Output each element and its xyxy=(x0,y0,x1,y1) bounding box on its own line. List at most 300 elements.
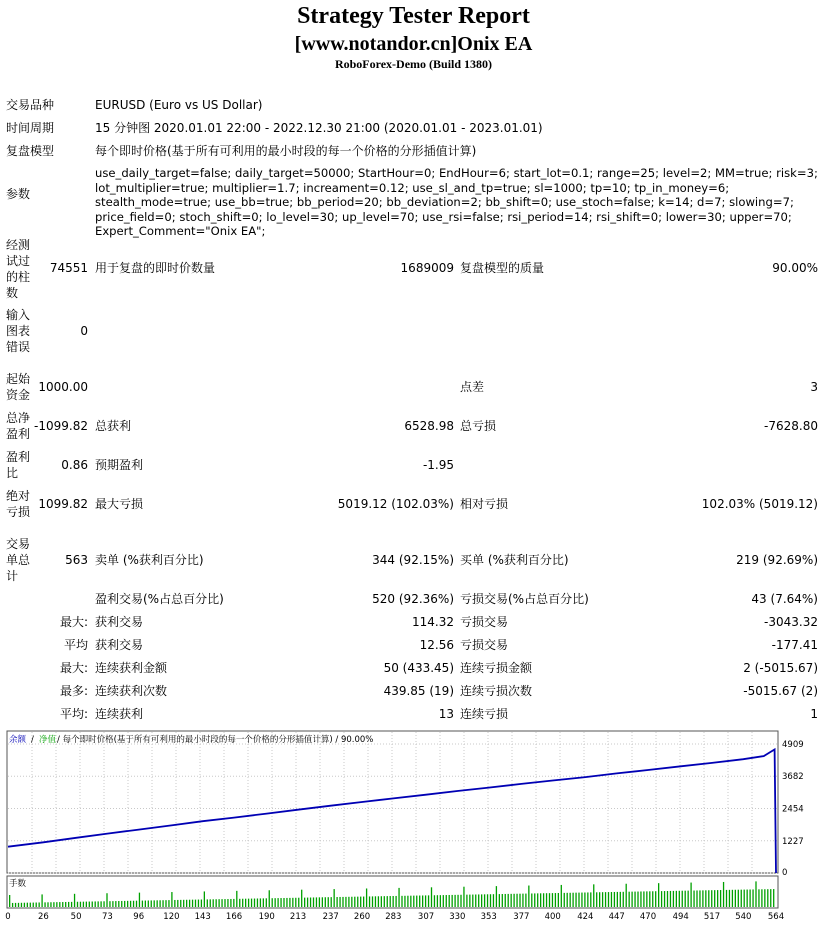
model-label: 复盘模型 xyxy=(6,144,55,158)
lot-bar xyxy=(357,897,358,907)
lot-bar xyxy=(508,894,509,907)
symbol-label: 交易品种 xyxy=(6,98,55,112)
x-tick-label: 73 xyxy=(101,912,113,922)
lot-bar xyxy=(180,900,181,907)
lot-bar xyxy=(165,900,166,907)
max-cons-losses-label: 连续亏损金额 xyxy=(460,661,533,675)
lot-bar xyxy=(767,889,768,907)
period-value: 15 分钟图 2020.01.01 22:00 - 2022.12.30 21:00 (2020.01.01 - 2023.01.01) xyxy=(95,121,543,135)
lot-bar xyxy=(154,900,155,907)
lot-bar xyxy=(363,897,364,907)
x-tick-label: 0 xyxy=(5,912,11,922)
max-cons-wins-label: 连续获利金额 xyxy=(95,661,168,675)
lot-bar xyxy=(717,890,718,907)
largest-label: 最大: xyxy=(59,615,88,629)
lot-bar xyxy=(552,893,553,907)
abs-drawdown-label: 绝对亏损 xyxy=(6,489,31,519)
lot-bar xyxy=(100,901,101,907)
lot-bar xyxy=(699,890,700,907)
long-label: 买单 (%获利百分比) xyxy=(460,553,569,567)
avg-cons-wins-label: 连续获利 xyxy=(95,707,144,721)
lot-bar xyxy=(729,890,730,907)
x-tick-label: 96 xyxy=(133,912,145,922)
lot-bar xyxy=(449,895,450,907)
lot-bar xyxy=(257,898,258,907)
abs-drawdown-value: 1099.82 xyxy=(38,497,88,511)
lot-bar xyxy=(587,892,588,907)
lot-bar xyxy=(112,901,113,907)
lot-bar xyxy=(50,902,51,907)
lot-bar xyxy=(513,894,514,907)
lot-bar xyxy=(44,902,45,907)
lot-bar xyxy=(207,899,208,907)
avg-profit-label: 获利交易 xyxy=(95,638,144,652)
y-tick-label: 0 xyxy=(782,868,788,878)
average-label: 平均 xyxy=(63,638,88,652)
lot-bar xyxy=(224,899,225,907)
ticks-label: 用于复盘的即时价数量 xyxy=(95,261,216,275)
lot-bar xyxy=(558,893,559,907)
lot-bar xyxy=(280,898,281,907)
lot-bar xyxy=(86,902,87,907)
lot-bar xyxy=(27,903,28,907)
symbol-value: EURUSD (Euro vs US Dollar) xyxy=(95,98,263,112)
avg-cons-losses-label: 连续亏损 xyxy=(460,707,509,721)
profit-factor-value: 0.86 xyxy=(61,458,88,472)
lot-bar xyxy=(103,901,104,907)
lot-bar xyxy=(711,890,712,907)
lot-bar xyxy=(124,901,125,907)
lot-bar xyxy=(702,890,703,907)
lot-bar xyxy=(749,889,750,907)
lot-bar xyxy=(404,896,405,907)
gross-profit-label: 总获利 xyxy=(95,419,132,433)
lot-bar xyxy=(342,897,343,907)
lot-bar xyxy=(629,892,630,907)
lot-bar xyxy=(472,895,473,907)
lot-bar xyxy=(564,893,565,907)
lot-bar xyxy=(682,891,683,907)
lot-bar xyxy=(59,902,60,907)
lot-bar xyxy=(649,891,650,907)
lot-bar xyxy=(109,901,110,907)
lot-bar xyxy=(499,894,500,907)
lot-bar xyxy=(676,891,677,907)
lot-bar xyxy=(773,889,774,907)
lot-bar xyxy=(723,882,724,907)
x-tick-label: 50 xyxy=(70,912,82,922)
legend-equity: 净值 xyxy=(39,735,57,745)
lot-bar xyxy=(431,887,432,907)
lot-bar xyxy=(570,893,571,907)
lot-bar xyxy=(537,893,538,907)
lot-bar xyxy=(419,896,420,907)
lot-bar xyxy=(177,900,178,907)
lot-bar xyxy=(316,897,317,907)
y-tick-label: 4909 xyxy=(782,740,804,750)
net-profit-label: 总净盈利 xyxy=(6,411,31,441)
params-label: 参数 xyxy=(6,187,31,201)
lot-bar xyxy=(581,893,582,907)
x-tick-label: 237 xyxy=(322,912,339,922)
lot-bar xyxy=(493,894,494,907)
gross-profit-value: 6528.98 xyxy=(404,419,454,433)
lot-bar xyxy=(171,892,172,907)
lot-bar xyxy=(30,903,31,907)
lot-bar xyxy=(201,900,202,908)
largest-profit-label: 获利交易 xyxy=(95,615,144,629)
lot-bar xyxy=(248,899,249,907)
lot-bar xyxy=(15,903,16,907)
lot-bar xyxy=(283,898,284,907)
balance-chart xyxy=(6,730,821,922)
lot-bar xyxy=(378,896,379,907)
lot-bar xyxy=(210,899,211,907)
short-value: 344 (92.15%) xyxy=(372,553,454,567)
lot-bar xyxy=(761,889,762,907)
lot-bar xyxy=(428,895,429,907)
y-tick-label: 1227 xyxy=(782,836,804,847)
lot-bar xyxy=(446,895,447,907)
lot-bar xyxy=(596,892,597,907)
lot-bar xyxy=(310,898,311,907)
lot-bar xyxy=(245,899,246,907)
lot-bar xyxy=(68,902,69,907)
lot-bar xyxy=(233,899,234,907)
net-profit-value: -1099.82 xyxy=(34,419,88,433)
legend-sep: / xyxy=(31,735,34,745)
lot-bar xyxy=(221,899,222,907)
lot-bar xyxy=(195,900,196,907)
lot-bar xyxy=(434,895,435,907)
lot-bar xyxy=(608,892,609,907)
lot-bar xyxy=(77,902,78,907)
bars-label: 经测试过的柱数 xyxy=(6,238,31,300)
lot-bar xyxy=(115,901,116,907)
lot-bar xyxy=(620,892,621,907)
lot-bar xyxy=(410,896,411,907)
x-tick-label: 260 xyxy=(353,912,371,922)
spread-label: 点差 xyxy=(460,380,485,394)
lot-bar xyxy=(298,898,299,907)
largest-loss-value: -3043.32 xyxy=(764,615,818,629)
lot-bar xyxy=(334,889,335,907)
lot-bar xyxy=(204,891,205,907)
lot-bar xyxy=(752,889,753,907)
lot-bar xyxy=(322,897,323,907)
model-value: 每个即时价格(基于所有可利用的最小时段的每一个价格的分形插值计算) xyxy=(95,144,477,158)
lot-bar xyxy=(345,897,346,907)
lot-bar xyxy=(313,897,314,907)
lot-bar xyxy=(519,894,520,907)
lot-bar xyxy=(640,891,641,907)
max-drawdown-value: 5019.12 (102.03%) xyxy=(337,497,454,511)
lot-bar xyxy=(546,893,547,907)
lot-bar xyxy=(157,900,158,907)
lot-bar xyxy=(390,896,391,907)
lot-bar xyxy=(747,890,748,907)
lot-bar xyxy=(738,890,739,907)
lot-bar xyxy=(47,902,48,907)
max-drawdown-label: 最大亏损 xyxy=(95,497,144,511)
lot-bar xyxy=(407,896,408,907)
lot-bar xyxy=(484,894,485,907)
lot-bar xyxy=(469,895,470,907)
lot-bar xyxy=(505,894,506,907)
lot-bar xyxy=(159,900,160,907)
lot-bar xyxy=(127,901,128,907)
lot-bar xyxy=(770,889,771,907)
lot-bar xyxy=(590,892,591,907)
x-tick-label: 470 xyxy=(639,912,657,922)
lot-bar xyxy=(227,899,228,907)
max-cons-wins-value: 50 (433.45) xyxy=(383,661,454,675)
spread-value: 3 xyxy=(810,380,818,394)
profit-factor-label: 盈利比 xyxy=(6,450,31,480)
lot-bar xyxy=(328,897,329,907)
lot-bar xyxy=(142,901,143,907)
lot-bar xyxy=(80,902,81,907)
lot-bar xyxy=(611,892,612,907)
legend-model: / 每个即时价格(基于所有可利用的最小时段的每一个价格的分形插值计算) / 90.00% xyxy=(57,735,374,745)
lot-bar xyxy=(62,902,63,907)
lot-bar xyxy=(56,902,57,907)
lot-bar xyxy=(272,898,273,907)
max-consecutive-label: 最大: xyxy=(59,661,88,675)
lot-bar xyxy=(216,899,217,907)
lot-bar xyxy=(631,892,632,907)
lot-bar xyxy=(543,893,544,907)
lot-bar xyxy=(522,894,523,907)
lot-bar xyxy=(652,891,653,907)
lot-bar xyxy=(304,898,305,907)
lot-bar xyxy=(348,897,349,907)
lot-bar xyxy=(401,896,402,907)
lot-bar xyxy=(71,902,72,907)
rel-drawdown-value: 102.03% (5019.12) xyxy=(701,497,818,511)
lot-bar xyxy=(646,891,647,907)
payoff-label: 预期盈利 xyxy=(95,458,144,472)
lot-bar xyxy=(319,897,320,907)
lot-bar xyxy=(466,895,467,907)
lot-bar xyxy=(437,895,438,907)
lot-bar xyxy=(679,891,680,907)
profit-trades-value: 520 (92.36%) xyxy=(372,592,454,606)
lot-bar xyxy=(643,891,644,907)
profit-trades-label: 盈利交易(%占总百分比) xyxy=(95,592,224,606)
lot-bar xyxy=(413,896,414,907)
lot-bar xyxy=(393,896,394,907)
lot-bar xyxy=(372,896,373,907)
lot-bar xyxy=(9,895,10,907)
server-build: RoboForex-Demo (Build 1380) xyxy=(334,57,493,71)
lot-bar xyxy=(634,892,635,907)
lot-bar xyxy=(726,890,727,907)
avg-consecutive-label: 平均: xyxy=(59,707,88,721)
lot-bar xyxy=(65,902,66,907)
lot-bar xyxy=(260,898,261,907)
lot-bar xyxy=(336,897,337,907)
short-label: 卖单 (%获利百分比) xyxy=(95,553,204,567)
lot-bar xyxy=(764,889,765,907)
lot-bar xyxy=(218,899,219,907)
lot-bar xyxy=(575,893,576,907)
lot-bar xyxy=(236,891,237,907)
lot-bar xyxy=(626,884,627,907)
lot-bar xyxy=(605,892,606,907)
payoff-value: -1.95 xyxy=(422,458,454,472)
lot-bar xyxy=(531,893,532,907)
lot-bar xyxy=(705,890,706,907)
lot-bar xyxy=(198,900,199,907)
total-trades-label: 交易单总计 xyxy=(6,537,31,583)
lot-bar xyxy=(339,897,340,907)
lot-bar xyxy=(534,893,535,907)
lot-bar xyxy=(213,899,214,907)
lot-bar xyxy=(561,885,562,907)
lot-bar xyxy=(655,891,656,907)
lot-bar xyxy=(496,886,497,907)
lot-bar xyxy=(354,897,355,907)
lot-bar xyxy=(744,890,745,907)
lot-bar xyxy=(331,897,332,907)
x-tick-label: 564 xyxy=(767,912,785,922)
lot-bar xyxy=(667,891,668,907)
lot-bar xyxy=(89,902,90,907)
lot-bar xyxy=(269,890,270,907)
lot-bar xyxy=(381,896,382,907)
lot-bar xyxy=(41,894,42,907)
quality-label: 复盘模型的质量 xyxy=(460,261,545,275)
expert-name: [www.notandor.cn]Onix EA xyxy=(294,33,533,55)
lot-bar xyxy=(714,890,715,907)
deposit-label: 起始资金 xyxy=(6,372,31,402)
lot-bar xyxy=(685,891,686,907)
ticks-value: 1689009 xyxy=(400,261,454,275)
lot-bar xyxy=(443,895,444,907)
lot-bar xyxy=(106,893,107,907)
lot-bar xyxy=(658,883,659,907)
lot-bar xyxy=(398,888,399,907)
lot-bar xyxy=(239,899,240,907)
avg-loss-value: -177.41 xyxy=(771,638,818,652)
lot-bar xyxy=(422,895,423,907)
lot-bar xyxy=(454,895,455,907)
lot-bar xyxy=(369,896,370,907)
lot-bar xyxy=(33,903,34,907)
gross-loss-value: -7628.80 xyxy=(764,419,818,433)
lot-bar xyxy=(696,890,697,907)
maximal-losses-label: 连续亏损次数 xyxy=(460,684,533,698)
lot-bar xyxy=(174,900,175,907)
lots-label: 手数 xyxy=(9,879,27,889)
lot-bar xyxy=(130,901,131,907)
lot-bar xyxy=(720,890,721,907)
lot-bar xyxy=(708,890,709,907)
lot-bar xyxy=(266,898,267,907)
x-tick-label: 120 xyxy=(163,912,180,922)
lot-bar xyxy=(593,884,594,907)
avg-loss-label: 亏损交易 xyxy=(460,638,509,652)
lot-bar xyxy=(98,901,99,907)
lot-bar xyxy=(289,898,290,907)
lot-bar xyxy=(502,894,503,907)
lot-bar xyxy=(360,897,361,907)
x-tick-label: 424 xyxy=(577,912,594,922)
lot-bar xyxy=(301,890,302,907)
rel-drawdown-label: 相对亏损 xyxy=(460,497,509,511)
lot-bar xyxy=(637,892,638,907)
lot-bar xyxy=(21,903,22,907)
lot-bar xyxy=(36,903,37,907)
total-trades-value: 563 xyxy=(65,553,88,567)
x-tick-label: 166 xyxy=(225,912,243,922)
lot-bar xyxy=(670,891,671,907)
lot-bar xyxy=(755,881,756,907)
lot-bar xyxy=(475,894,476,907)
lot-bar xyxy=(351,897,352,907)
x-tick-label: 330 xyxy=(449,912,466,922)
lot-bar xyxy=(460,895,461,907)
lot-bar xyxy=(18,903,19,907)
lot-bar xyxy=(366,888,367,907)
lot-bar xyxy=(567,893,568,907)
x-tick-label: 494 xyxy=(672,912,689,922)
x-tick-label: 517 xyxy=(703,912,721,922)
lot-bar xyxy=(664,891,665,907)
avg-cons-losses-value: 1 xyxy=(810,707,818,721)
lot-bar xyxy=(555,893,556,907)
x-tick-label: 400 xyxy=(544,912,561,922)
lot-bar xyxy=(136,901,137,907)
legend-balance: 余额 xyxy=(9,735,27,745)
lot-bar xyxy=(602,892,603,907)
lot-bar xyxy=(133,901,134,907)
lot-bar xyxy=(623,892,624,907)
lot-bar xyxy=(292,898,293,907)
lot-bar xyxy=(528,886,529,907)
lot-bar xyxy=(457,895,458,907)
lot-bar xyxy=(384,896,385,907)
lot-bar xyxy=(83,902,84,907)
largest-profit-value: 114.32 xyxy=(412,615,454,629)
lot-bar xyxy=(425,895,426,907)
lot-bar xyxy=(525,894,526,907)
lot-bar xyxy=(307,898,308,907)
lot-bar xyxy=(735,890,736,907)
lot-bar xyxy=(254,899,255,907)
lot-bar xyxy=(673,891,674,907)
lot-bar xyxy=(549,893,550,907)
long-value: 219 (92.69%) xyxy=(736,553,818,567)
lot-bar xyxy=(440,895,441,907)
largest-loss-label: 亏损交易 xyxy=(460,615,509,629)
lot-bar xyxy=(24,903,25,907)
lot-bar xyxy=(95,901,96,907)
lot-bar xyxy=(183,900,184,907)
lot-bar xyxy=(693,891,694,907)
lot-bar xyxy=(286,898,287,907)
report-title: Strategy Tester Report xyxy=(297,3,530,29)
lot-bar xyxy=(395,896,396,907)
x-tick-label: 540 xyxy=(735,912,752,922)
maximal-wins-label: 连续获利次数 xyxy=(95,684,168,698)
lot-bar xyxy=(139,893,140,907)
lot-bar xyxy=(584,893,585,908)
lot-bar xyxy=(242,899,243,907)
maximal-label: 最多: xyxy=(59,684,88,698)
loss-trades-label: 亏损交易(%占总百分比) xyxy=(460,592,589,606)
